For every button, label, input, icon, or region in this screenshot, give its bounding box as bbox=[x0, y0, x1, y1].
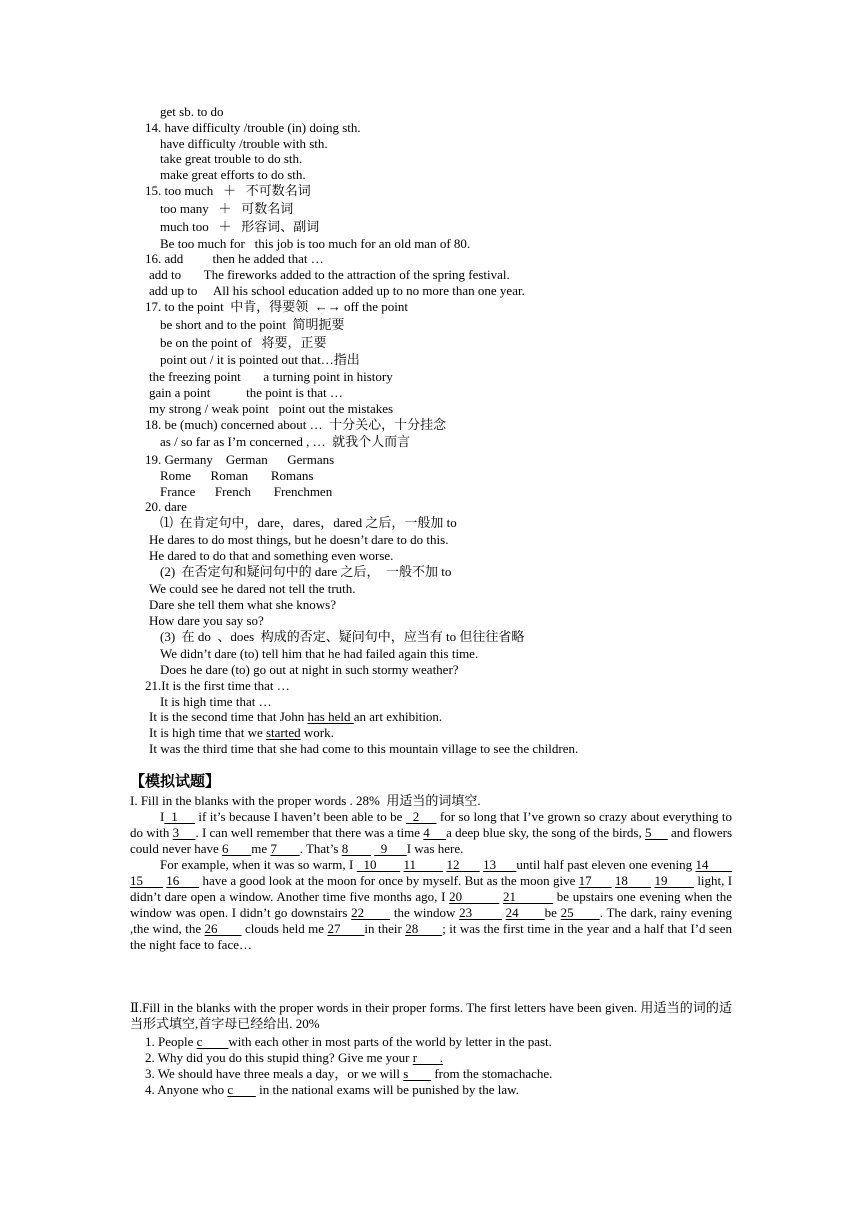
section-heading: 【模拟试题】 bbox=[130, 772, 221, 790]
note-line: Rome Roman Romans bbox=[160, 468, 314, 483]
note-line: be short and to the point 简明扼要 bbox=[160, 317, 345, 332]
answer-blank: 20 bbox=[449, 889, 500, 904]
note-line: have difficulty /trouble with sth. bbox=[160, 136, 328, 151]
answer-blank: 27 bbox=[327, 921, 365, 936]
answer-blank: 12 bbox=[446, 857, 480, 872]
note-line: 20. dare bbox=[145, 499, 187, 514]
answer-blank: 24 bbox=[505, 905, 545, 920]
note-line: 21.It is the first time that … bbox=[145, 678, 290, 693]
passage-text: . That’s bbox=[299, 841, 342, 856]
answer-blank: 18 bbox=[614, 873, 652, 888]
passage-text: until half past eleven one evening bbox=[516, 857, 696, 872]
note-line: (3) 在 do 、does 构成的否定、疑问句中，应当有 to 但往往省略 bbox=[160, 629, 525, 644]
question-item bbox=[145, 1050, 443, 1066]
example-sentence bbox=[149, 709, 442, 725]
passage-text: 1. People bbox=[145, 1034, 197, 1049]
answer-blank: 19 bbox=[654, 873, 694, 888]
part1-title: I. Fill in the blanks with the proper words . 28% 用适当的词填空. bbox=[130, 793, 481, 808]
passage-text: have a good look at the moon for once by myself. But as the moon give bbox=[199, 873, 579, 888]
note-line: Does he dare (to) go out at night in such stormy weather? bbox=[160, 662, 459, 677]
passage-text: be bbox=[544, 905, 561, 920]
answer-blank: 6 bbox=[222, 841, 252, 856]
passage-text: I bbox=[160, 809, 165, 824]
note-line: point out / it is pointed out that…指出 bbox=[160, 352, 360, 367]
passage-text: the window bbox=[390, 905, 460, 920]
note-line: my strong / weak point point out the mistakes bbox=[149, 401, 394, 416]
passage-text: I was here. bbox=[406, 841, 464, 856]
note-line: How dare you say so? bbox=[149, 613, 264, 628]
answer-blank: 1 bbox=[164, 809, 195, 824]
note-line: much too ＋ 形容词、副词 bbox=[160, 219, 320, 234]
answer-blank: 22 bbox=[351, 905, 391, 920]
note-line: add to The fireworks added to the attraction of the spring festival. bbox=[149, 267, 510, 282]
passage-text: me bbox=[251, 841, 271, 856]
note-line: We didn’t dare (to) tell him that he had failed again this time. bbox=[160, 646, 479, 661]
passage-text: 2. Why did you do this stupid thing? Give me your bbox=[145, 1050, 413, 1065]
note-line: 17. to the point 中肯，得要领 ←→ off the point bbox=[145, 299, 408, 314]
part2-title: Ⅱ.Fill in the blanks with the proper words in their proper forms. The first letters have been given. 用适当的词的适当形式填空,首字母已经给出. 20% bbox=[130, 1000, 732, 1031]
sentence-text: It is high time that we bbox=[149, 725, 266, 740]
answer-blank: 16 bbox=[166, 873, 200, 888]
answer-blank: 26 bbox=[204, 921, 242, 936]
answer-blank: 5 bbox=[644, 825, 668, 840]
passage-text: if it’s because I haven’t been able to be bbox=[194, 809, 406, 824]
note-line: get sb. to do bbox=[160, 104, 224, 119]
answer-blank: 15 bbox=[130, 873, 163, 888]
answer-blank: 10 bbox=[356, 857, 401, 872]
example-sentence bbox=[149, 725, 334, 741]
note-line: (2) 在否定句和疑问句中的 dare 之后， 一般不加 to bbox=[160, 564, 452, 579]
question-item bbox=[145, 1082, 519, 1098]
answer-blank: 28 bbox=[405, 921, 443, 936]
example-sentence: It was the third time that she had come to this mountain village to see the children. bbox=[149, 741, 579, 756]
note-line: make great efforts to do sth. bbox=[160, 167, 306, 182]
answer-blank: 13 bbox=[483, 857, 517, 872]
cloze-passage bbox=[130, 809, 732, 953]
passage-text: and flowers could never have bbox=[130, 825, 733, 856]
sentence-text: an art exhibition. bbox=[353, 709, 443, 724]
answer-blank: r . bbox=[412, 1050, 444, 1065]
sentence-text: work. bbox=[300, 725, 334, 740]
passage-text: from the stomachache. bbox=[431, 1066, 553, 1081]
answer-blank: 14 bbox=[695, 857, 733, 872]
answer-blank: 11 bbox=[403, 857, 444, 872]
note-line: We could see he dared not tell the truth. bbox=[149, 581, 356, 596]
answer-blank: 7 bbox=[270, 841, 300, 856]
note-line: 15. too much ＋ 不可数名词 bbox=[145, 183, 311, 198]
note-line: too many ＋ 可数名词 bbox=[160, 201, 294, 216]
answer-blank: c bbox=[227, 1082, 256, 1097]
note-line: 14. have difficulty /trouble (in) doing sth. bbox=[145, 120, 361, 135]
question-item bbox=[145, 1034, 552, 1050]
passage-text: for so long that I’ve grown so crazy about everything to do with bbox=[130, 809, 733, 840]
note-line: gain a point the point is that … bbox=[149, 385, 343, 400]
note-line: add up to All his school education added up to no more than one year. bbox=[149, 283, 525, 298]
note-line: 16. add then he added that … bbox=[145, 251, 324, 266]
passage-text: 3. We should have three meals a day，or we will bbox=[145, 1066, 404, 1081]
passage-text: . The dark, rainy evening ,the wind, the bbox=[130, 905, 733, 936]
answer-blank: 8 bbox=[341, 841, 371, 856]
answer-blank: c bbox=[196, 1034, 229, 1049]
note-line: It is high time that … bbox=[160, 694, 272, 709]
question-item bbox=[145, 1066, 552, 1082]
answer-blank: 23 bbox=[459, 905, 502, 920]
answer-blank: 3 bbox=[172, 825, 196, 840]
passage-text: be upstairs one evening when the window was open. I didn’t go downstairs bbox=[130, 889, 732, 920]
answer-blank: 17 bbox=[578, 873, 612, 888]
passage-text: For example, when it was so warm, I bbox=[160, 857, 357, 872]
answer-blank: 25 bbox=[560, 905, 600, 920]
passage-text: clouds held me bbox=[241, 921, 328, 936]
cloze-paragraph-1 bbox=[130, 809, 732, 857]
underlined-phrase: has held bbox=[307, 709, 354, 724]
note-line: as / so far as I’m concerned , … 就我个人而言 bbox=[160, 434, 411, 449]
passage-text: in their bbox=[364, 921, 406, 936]
passage-text: 4. Anyone who bbox=[145, 1082, 228, 1097]
note-line: Dare she tell them what she knows? bbox=[149, 597, 337, 612]
note-line: He dares to do most things, but he doesn’t dare to do this. bbox=[149, 532, 449, 547]
note-line: Be too much for this job is too much for an old man of 80. bbox=[160, 236, 471, 251]
answer-blank: 4 bbox=[423, 825, 447, 840]
note-line: take great trouble to do sth. bbox=[160, 151, 303, 166]
note-line: 18. be (much) concerned about … 十分关心，十分挂念 bbox=[145, 417, 447, 432]
answer-blank: s bbox=[403, 1066, 432, 1081]
sentence-text: It is the second time that John bbox=[149, 709, 308, 724]
answer-blank: 2 bbox=[405, 809, 437, 824]
passage-text: a deep blue sky, the song of the birds, bbox=[446, 825, 645, 840]
note-line: France French Frenchmen bbox=[160, 484, 333, 499]
passage-text: in the national exams will be punished by the law. bbox=[255, 1082, 519, 1097]
note-line: He dared to do that and something even worse. bbox=[149, 548, 394, 563]
passage-text: with each other in most parts of the world by letter in the past. bbox=[228, 1034, 552, 1049]
note-line: the freezing point a turning point in history bbox=[149, 369, 393, 384]
note-line: be on the point of 将要，正要 bbox=[160, 335, 327, 350]
passage-text: . I can well remember that there was a time bbox=[195, 825, 424, 840]
cloze-paragraph-2 bbox=[130, 857, 732, 953]
answer-blank: 21 bbox=[502, 889, 554, 904]
passage-text: light, I didn’t dare open a window. Another time five months ago, I bbox=[130, 873, 733, 904]
passage-text: ; it was the first time in the year and a half that I’d seen the night face to face… bbox=[130, 921, 733, 952]
answer-blank: 9 bbox=[374, 841, 407, 856]
note-line: 19. Germany German Germans bbox=[145, 452, 335, 467]
underlined-phrase: started bbox=[265, 725, 301, 740]
note-line: ⑴ 在肯定句中，dare，dares，dared 之后，一般加 to bbox=[160, 515, 457, 530]
